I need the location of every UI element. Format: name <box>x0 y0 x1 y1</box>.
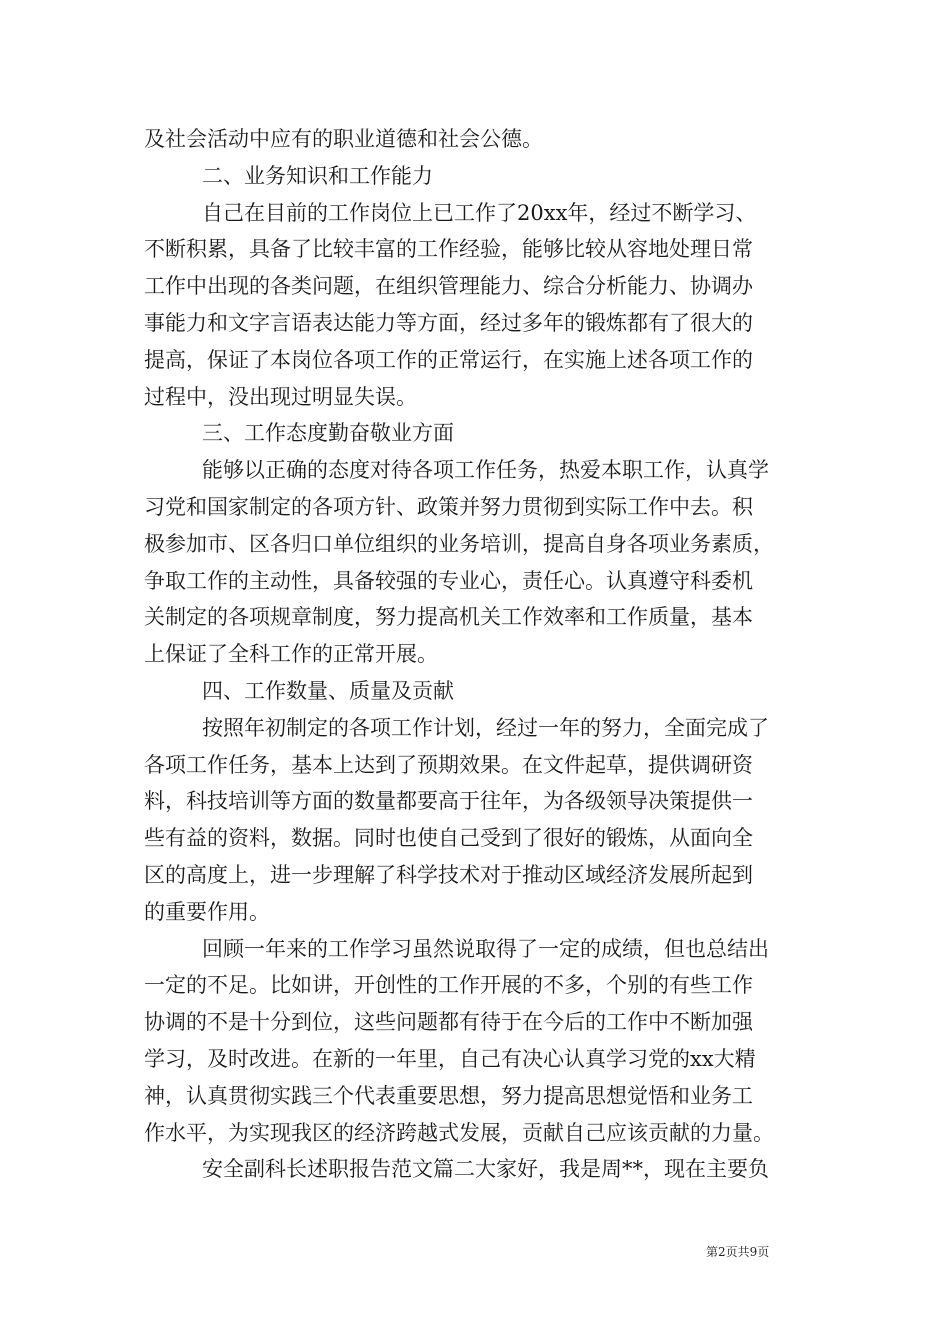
text-line: 协调的不是十分到位，这些问题都有待于在今后的工作中不断加强 <box>144 1010 753 1035</box>
text-line: 极参加市、区各归口单位组织的业务培训，提高自身各项业务素质， <box>144 531 774 556</box>
text-line: 不断积累，具备了比较丰富的工作经验，能够比较从容地处理日常 <box>144 237 753 262</box>
text-line: 提高，保证了本岗位各项工作的正常运行，在实施上述各项工作的 <box>144 347 753 372</box>
text-line: 按照年初制定的各项工作计划，经过一年的努力，全面完成了 <box>202 715 769 740</box>
text-line: 习党和国家制定的各项方针、政策并努力贯彻到实际工作中去。积 <box>144 494 753 519</box>
text-line: 一定的不足。比如讲，开创性的工作开展的不多，个别的有些工作 <box>144 973 753 998</box>
text-line: 过程中，没出现过明显失误。 <box>144 384 417 409</box>
document-body <box>144 121 812 1188</box>
text-line: 三、工作态度勤奋敬业方面 <box>202 421 454 446</box>
text-line: 作水平，为实现我区的经济跨越式发展，贡献自己应该贡献的力量。 <box>144 1120 774 1145</box>
text-line: 工作中出现的各类问题，在组织管理能力、综合分析能力、协调办 <box>144 274 753 299</box>
text-line: 上保证了全科工作的正常开展。 <box>144 642 438 667</box>
text-line: 自己在目前的工作岗位上已工作了20xx年，经过不断学习、 <box>202 200 757 225</box>
text-line: 各项工作任务，基本上达到了预期效果。在文件起草，提供调研资 <box>144 752 753 777</box>
text-line: 区的高度上，进一步理解了科学技术对于推动区域经济发展所起到 <box>144 862 753 887</box>
text-line: 神，认真贯彻实践三个代表重要思想，努力提高思想觉悟和业务工 <box>144 1083 753 1108</box>
text-line: 争取工作的主动性，具备较强的专业心，责任心。认真遵守科委机 <box>144 568 753 593</box>
text-line: 安全副科长述职报告范文篇二大家好，我是周**，现在主要负 <box>202 1157 769 1182</box>
text-line: 能够以正确的态度对待各项工作任务，热爱本职工作，认真学 <box>202 458 769 483</box>
text-line: 二、业务知识和工作能力 <box>202 163 433 188</box>
text-line: 学习，及时改进。在新的一年里，自己有决心认真学习党的xx大精 <box>144 1046 756 1071</box>
text-line: 的重要作用。 <box>144 899 270 924</box>
text-line: 事能力和文字言语表达能力等方面，经过多年的锻炼都有了很大的 <box>144 310 753 335</box>
text-line: 及社会活动中应有的职业道德和社会公德。 <box>144 127 543 151</box>
text-line: 回顾一年来的工作学习虽然说取得了一定的成绩，但也总结出 <box>202 936 769 961</box>
page-number-footer: 第2页共9页 <box>706 1245 770 1259</box>
text-line: 四、工作数量、质量及贡献 <box>202 678 454 703</box>
text-line: 些有益的资料，数据。同时也使自己受到了很好的锻炼，从面向全 <box>144 826 753 851</box>
text-line: 关制定的各项规章制度，努力提高机关工作效率和工作质量，基本 <box>144 605 753 630</box>
text-line: 料，科技培训等方面的数量都要高于往年，为各级领导决策提供一 <box>144 789 753 814</box>
